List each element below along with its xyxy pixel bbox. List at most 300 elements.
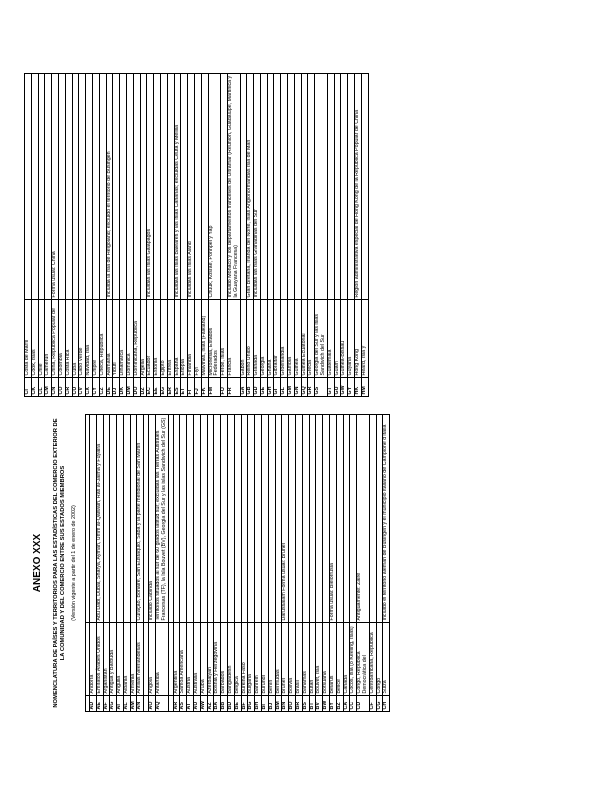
table-row xyxy=(113,74,120,397)
country-name: Chile xyxy=(38,300,45,378)
country-code: AU xyxy=(194,696,201,712)
country-name: Etiopía xyxy=(181,300,188,378)
country-code: FJ xyxy=(194,378,201,397)
country-name: Bangladesh xyxy=(228,623,235,696)
country-note xyxy=(309,415,316,623)
country-name: Antártida xyxy=(156,623,169,696)
country-code: ET xyxy=(181,378,188,397)
country-name: Guinea Ecuatorial xyxy=(301,300,308,378)
country-name: Guam xyxy=(334,300,341,378)
country-name: Guinea-Bissau xyxy=(341,300,348,378)
country-note xyxy=(296,415,303,623)
table-row xyxy=(214,415,221,712)
country-name: Colombia xyxy=(58,300,65,378)
country-code: GT xyxy=(327,378,334,397)
country-name: Bahréin xyxy=(255,623,262,696)
country-note xyxy=(113,74,120,300)
table-row xyxy=(86,74,93,397)
country-name: Georgia del Sur y las islas Sandwich del Sur xyxy=(315,300,328,378)
country-name: Cabo Verde xyxy=(79,300,86,378)
country-note xyxy=(369,415,376,623)
table-row xyxy=(65,74,72,397)
version-note: (Versión vigente a partir del 1 de enero de 2002) xyxy=(71,505,78,621)
country-name: Armenia xyxy=(130,623,137,696)
country-name: Antillas Neerlandesas xyxy=(137,623,144,696)
country-code: FI xyxy=(188,378,195,397)
country-name: Costa de Marfil xyxy=(25,300,32,378)
country-name: Georgia xyxy=(260,300,267,378)
country-name: Chipre xyxy=(92,300,99,378)
country-code: CM xyxy=(45,378,52,397)
country-name: Malvinas, Islas (Falkland) xyxy=(201,300,208,378)
country-code: BG xyxy=(248,696,255,712)
country-name: Fiyi xyxy=(194,300,201,378)
country-note xyxy=(120,74,127,300)
country-code: BE xyxy=(234,696,241,712)
table-row xyxy=(188,74,195,397)
country-name: Gabón xyxy=(240,300,247,378)
country-code: FO xyxy=(221,378,228,397)
country-name: Burkina Faso xyxy=(241,623,248,696)
country-name: Feroe, Islas xyxy=(221,300,228,378)
country-code: BB xyxy=(221,696,228,712)
country-name: Granada xyxy=(254,300,261,378)
country-code: BO xyxy=(289,696,296,712)
country-name: Angola xyxy=(149,623,156,696)
country-code: FR xyxy=(227,378,240,397)
country-note xyxy=(38,74,45,300)
country-note: Incluidas las Islas Galápagos xyxy=(147,74,154,300)
country-note: Territorios situados al sur de 60 grados latitud sur; excluidas las Tierras Australes Francesas (TF), la Isla Bouvet (BV), Georgia del Sur y las islas Sandwich del Sur (GS) xyxy=(156,415,169,623)
table-row xyxy=(315,74,328,397)
country-code: GD xyxy=(254,378,261,397)
country-name: Dominica xyxy=(126,300,133,378)
country-name: Egipto xyxy=(160,300,167,378)
country-code: ER xyxy=(167,378,174,397)
country-name: Hong Kong xyxy=(355,300,362,378)
country-note xyxy=(173,415,180,623)
table-row xyxy=(106,74,113,397)
country-code: HM xyxy=(361,378,368,397)
country-code: BA xyxy=(214,696,221,712)
country-note: Incluido Cabinda xyxy=(149,415,156,623)
country-name: Barbados xyxy=(221,623,228,696)
country-code: DE xyxy=(106,378,113,397)
country-note xyxy=(194,415,201,623)
country-name: Australia xyxy=(194,623,201,696)
country-code: HK xyxy=(355,378,362,397)
country-note: Forma usual: China xyxy=(52,74,59,300)
country-code: GB xyxy=(247,378,254,397)
country-note xyxy=(255,415,262,623)
country-name: Albania xyxy=(123,623,130,696)
country-note xyxy=(308,74,315,300)
country-name: Ghana xyxy=(267,300,274,378)
country-note xyxy=(180,415,187,623)
country-note xyxy=(268,415,275,623)
country-note xyxy=(228,415,235,623)
table-row xyxy=(301,74,308,397)
country-name: Congo, República Democrática del xyxy=(357,623,370,696)
country-note: Gran Bretaña, Irlanda del Norte, Islas Anglonormandas Isla de Man xyxy=(247,74,254,300)
country-code: AR xyxy=(173,696,180,712)
country-name: Samoa Americana xyxy=(180,623,187,696)
country-code: DK xyxy=(120,378,127,397)
country-name: Belarús xyxy=(330,623,337,696)
country-name: Botsuana xyxy=(323,623,330,696)
country-code: DJ xyxy=(113,378,120,397)
table-row xyxy=(147,74,154,397)
country-note xyxy=(288,74,295,300)
country-code: GY xyxy=(348,378,355,397)
country-code: AT xyxy=(187,696,194,712)
country-note xyxy=(207,415,214,623)
table-row xyxy=(296,415,303,712)
country-note xyxy=(221,415,228,623)
country-code: CC xyxy=(350,696,357,712)
table-row xyxy=(137,415,144,712)
country-code: CX xyxy=(86,378,93,397)
country-note xyxy=(316,415,323,623)
country-code: CG xyxy=(376,696,383,712)
country-note xyxy=(262,415,269,623)
right-column xyxy=(24,73,369,397)
country-code: BR xyxy=(296,696,303,712)
country-name: Bulgaria xyxy=(248,623,255,696)
country-code: BD xyxy=(228,696,235,712)
table-row xyxy=(167,74,174,397)
country-note xyxy=(154,74,161,300)
country-note xyxy=(160,74,167,300)
country-code: AF xyxy=(103,696,110,712)
country-name: Ecuador xyxy=(147,300,154,378)
country-code: BV xyxy=(316,696,323,712)
country-code: CI xyxy=(25,378,32,397)
annex-heading: ANEXO XXX xyxy=(32,533,43,593)
country-code: CH xyxy=(383,696,390,712)
table-row xyxy=(330,415,337,712)
country-code: CU xyxy=(72,378,79,397)
table-row xyxy=(96,415,103,712)
country-name: Andorra xyxy=(89,623,96,696)
country-code: BN xyxy=(282,696,289,712)
country-name: Camerún xyxy=(45,300,52,378)
country-code: FM xyxy=(208,378,221,397)
country-name: Bahamas xyxy=(302,623,309,696)
country-code: CY xyxy=(92,378,99,397)
table-row xyxy=(241,415,248,712)
country-name: Dinamarca xyxy=(120,300,127,378)
country-code: GI xyxy=(274,378,281,397)
country-name: Argelia xyxy=(140,300,147,378)
table-row xyxy=(255,415,262,712)
country-note: Curaçao, Bonaire, San Eustaquio, Saba y la parte meridional de San Martín xyxy=(137,415,144,623)
country-note xyxy=(343,415,350,623)
country-name: Cook, Islas xyxy=(31,300,38,378)
table-row xyxy=(341,74,348,397)
country-code: AI xyxy=(117,696,124,712)
country-name: Brasil xyxy=(296,623,303,696)
country-code: BF xyxy=(241,696,248,712)
table-row xyxy=(194,415,201,712)
country-name: Bermudas xyxy=(275,623,282,696)
country-code: GU xyxy=(334,378,341,397)
country-code: AZ xyxy=(207,696,214,712)
table-row xyxy=(180,415,187,712)
country-code: CO xyxy=(58,378,65,397)
country-note xyxy=(241,415,248,623)
country-name: Anguila xyxy=(117,623,124,696)
table-row xyxy=(248,415,255,712)
table-row xyxy=(123,415,130,712)
country-note xyxy=(302,415,309,623)
country-name: Navidad, Isla xyxy=(86,300,93,378)
country-name: Bután xyxy=(309,623,316,696)
table-row xyxy=(327,74,334,397)
country-note xyxy=(361,74,368,300)
country-name: Groenlandia xyxy=(281,300,288,378)
country-name: Bosnia y Herzegovina xyxy=(214,623,221,696)
country-note xyxy=(260,74,267,300)
country-note xyxy=(79,74,86,300)
table-row xyxy=(361,74,368,397)
country-code: EG xyxy=(160,378,167,397)
country-code: CF xyxy=(369,696,376,712)
country-note: Incluido el territorio alemán de Büsingen y el municipio italiano de Campione d'Italia xyxy=(383,415,390,623)
country-code: GR xyxy=(308,378,315,397)
country-code: GH xyxy=(267,378,274,397)
document-title: NOMENCLATURA DE PAÍSES Y TERRITORIOS PARA LAS ESTADÍSTICAS DEL COMERCIO EXTERIOR DE LA COMUNIDAD Y DEL COMERCIO ENTRE SUS ESTADOS MIEMBROS xyxy=(53,418,67,708)
country-name: Brunéi xyxy=(282,623,289,696)
country-name: Gibraltar xyxy=(274,300,281,378)
country-code: BH xyxy=(255,696,262,712)
country-name: Argentina xyxy=(173,623,180,696)
table-row xyxy=(156,415,169,712)
country-note: Darussalam Forma usual: Brunéi xyxy=(282,415,289,623)
country-note xyxy=(341,74,348,300)
country-note: Incluidas las Islas Aland xyxy=(188,74,195,300)
country-note xyxy=(274,74,281,300)
country-note xyxy=(31,74,38,300)
country-name: Eritrea xyxy=(167,300,174,378)
country-code: BS xyxy=(302,696,309,712)
country-name: Bouvet, Isla xyxy=(316,623,323,696)
country-name: Francia xyxy=(227,300,240,378)
country-code: GQ xyxy=(301,378,308,397)
country-note xyxy=(103,415,110,623)
country-code: BJ xyxy=(268,696,275,712)
country-note xyxy=(126,74,133,300)
country-code: AS xyxy=(180,696,187,712)
country-note: Abu Dabi, Dubai, Sharya, Aymán, Umm al-Qaiwain, Ras al-Jaima y Fuyaira xyxy=(96,415,103,623)
country-note xyxy=(72,74,79,300)
country-name: Centroafricana, República xyxy=(369,623,376,696)
country-name: Alemania xyxy=(106,300,113,378)
country-code: GL xyxy=(281,378,288,397)
table-row xyxy=(227,74,240,397)
country-name: Burundi xyxy=(262,623,269,696)
country-note xyxy=(187,415,194,623)
country-name: Heard, Isla y xyxy=(361,300,368,378)
table-row xyxy=(117,415,124,712)
country-note xyxy=(289,415,296,623)
country-note xyxy=(167,74,174,300)
table-row xyxy=(187,415,194,712)
table-row xyxy=(267,74,274,397)
country-code: AQ xyxy=(156,696,169,712)
country-note xyxy=(301,74,308,300)
country-note: Región administrativa especial de Hong Kong de la República Popular de China xyxy=(355,74,362,300)
table-row xyxy=(254,74,261,397)
table-row xyxy=(133,74,140,397)
country-note xyxy=(214,415,221,623)
table-row xyxy=(154,74,161,397)
country-note xyxy=(65,74,72,300)
country-code: CK xyxy=(31,378,38,397)
country-code: GW xyxy=(341,378,348,397)
country-name: Micronesia, Estados Federados xyxy=(208,300,221,378)
country-name: Dominicana, República xyxy=(133,300,140,378)
country-name: Benín xyxy=(268,623,275,696)
table-row xyxy=(228,415,235,712)
country-code: BT xyxy=(309,696,316,712)
country-note xyxy=(234,415,241,623)
country-code: CL xyxy=(38,378,45,397)
country-code: CR xyxy=(65,378,72,397)
country-code: BW xyxy=(323,696,330,712)
table-row xyxy=(201,74,208,397)
country-code: DM xyxy=(126,378,133,397)
country-name: Guyana xyxy=(348,300,355,378)
table-row xyxy=(383,415,390,712)
country-note: Incluida la Isla de Helgoland; excluido el territorio de Büsingen xyxy=(106,74,113,300)
table-row xyxy=(260,74,267,397)
country-name: Afganistán xyxy=(103,623,110,696)
table-row xyxy=(357,415,370,712)
country-note: Incluidas las islas Granadinas del Sur xyxy=(254,74,261,300)
country-name: Antigua y Barbuda xyxy=(110,623,117,696)
country-note xyxy=(92,74,99,300)
country-note xyxy=(294,74,301,300)
country-code: AW xyxy=(200,696,207,712)
table-row xyxy=(336,415,343,712)
country-code: AN xyxy=(137,696,144,712)
country-code: BM xyxy=(275,696,282,712)
country-code: ES xyxy=(174,378,181,397)
country-note xyxy=(123,415,130,623)
table-row xyxy=(302,415,309,712)
country-name: Costa Rica xyxy=(65,300,72,378)
country-note xyxy=(133,74,140,300)
country-note xyxy=(86,74,93,300)
country-code: GE xyxy=(260,378,267,397)
table-row xyxy=(369,415,376,712)
country-code: BI xyxy=(262,696,269,712)
left-column xyxy=(24,414,390,712)
country-code: AG xyxy=(110,696,117,712)
country-code: GM xyxy=(288,378,295,397)
country-code: GA xyxy=(240,378,247,397)
table-row xyxy=(160,74,167,397)
country-note xyxy=(281,74,288,300)
country-name: Grecia xyxy=(308,300,315,378)
country-code: CN xyxy=(52,378,59,397)
country-note xyxy=(117,415,124,623)
country-name: Emiratos Árabes Unidos xyxy=(96,623,103,696)
table-row xyxy=(208,74,221,397)
country-note xyxy=(194,74,201,300)
country-name: Finlandia xyxy=(188,300,195,378)
table-row xyxy=(31,74,38,397)
table-row xyxy=(58,74,65,397)
country-note xyxy=(334,74,341,300)
table-row xyxy=(181,74,188,397)
country-note: Antiguamente: Zaire xyxy=(357,415,370,623)
country-name: Congo xyxy=(376,623,383,696)
country-name: Estonia xyxy=(154,300,161,378)
country-name: Guatemala xyxy=(327,300,334,378)
country-note: Forma usual: Bielorrusia xyxy=(330,415,337,623)
country-code: EE xyxy=(154,378,161,397)
table-row xyxy=(288,74,295,397)
country-note xyxy=(200,415,207,623)
country-code: CV xyxy=(79,378,86,397)
country-code: AM xyxy=(130,696,137,712)
country-code: AO xyxy=(149,696,156,712)
country-code: EC xyxy=(147,378,154,397)
country-note xyxy=(25,74,32,300)
table-row xyxy=(281,74,288,397)
country-note xyxy=(315,74,328,300)
country-code: GN xyxy=(294,378,301,397)
table-row xyxy=(316,415,323,712)
country-name: Bolivia xyxy=(289,623,296,696)
country-name: China, República Popular de xyxy=(52,300,59,378)
country-table-left xyxy=(85,414,390,712)
country-name: Austria xyxy=(187,623,194,696)
country-code: CA xyxy=(343,696,350,712)
country-code: DZ xyxy=(140,378,147,397)
country-name: Belice xyxy=(336,623,343,696)
country-code: AL xyxy=(123,696,130,712)
country-code: FK xyxy=(201,378,208,397)
country-name: Canadá xyxy=(343,623,350,696)
table-row xyxy=(282,415,289,712)
country-code: GS xyxy=(315,378,328,397)
table-row xyxy=(38,74,45,397)
country-note xyxy=(201,74,208,300)
country-note xyxy=(267,74,274,300)
country-note: Incluidas las Islas Baleares y las Islas Canarias; excluidas Ceuta y Melilla xyxy=(174,74,181,300)
table-row xyxy=(110,415,117,712)
country-name: Aruba xyxy=(200,623,207,696)
country-name: Checa, República xyxy=(99,300,106,378)
country-note xyxy=(327,74,334,300)
country-table-right xyxy=(24,73,369,397)
country-code: BZ xyxy=(336,696,343,712)
country-name: Bélgica xyxy=(234,623,241,696)
table-row xyxy=(268,415,275,712)
table-row xyxy=(120,74,127,397)
country-name: Guinea xyxy=(294,300,301,378)
country-note xyxy=(336,415,343,623)
country-note xyxy=(248,415,255,623)
country-note: Chuuk, Kosrae, Pohnpei y Yap xyxy=(208,74,221,300)
table-row xyxy=(174,74,181,397)
table-row xyxy=(52,74,59,397)
country-name: Gambia xyxy=(288,300,295,378)
country-name: España xyxy=(174,300,181,378)
